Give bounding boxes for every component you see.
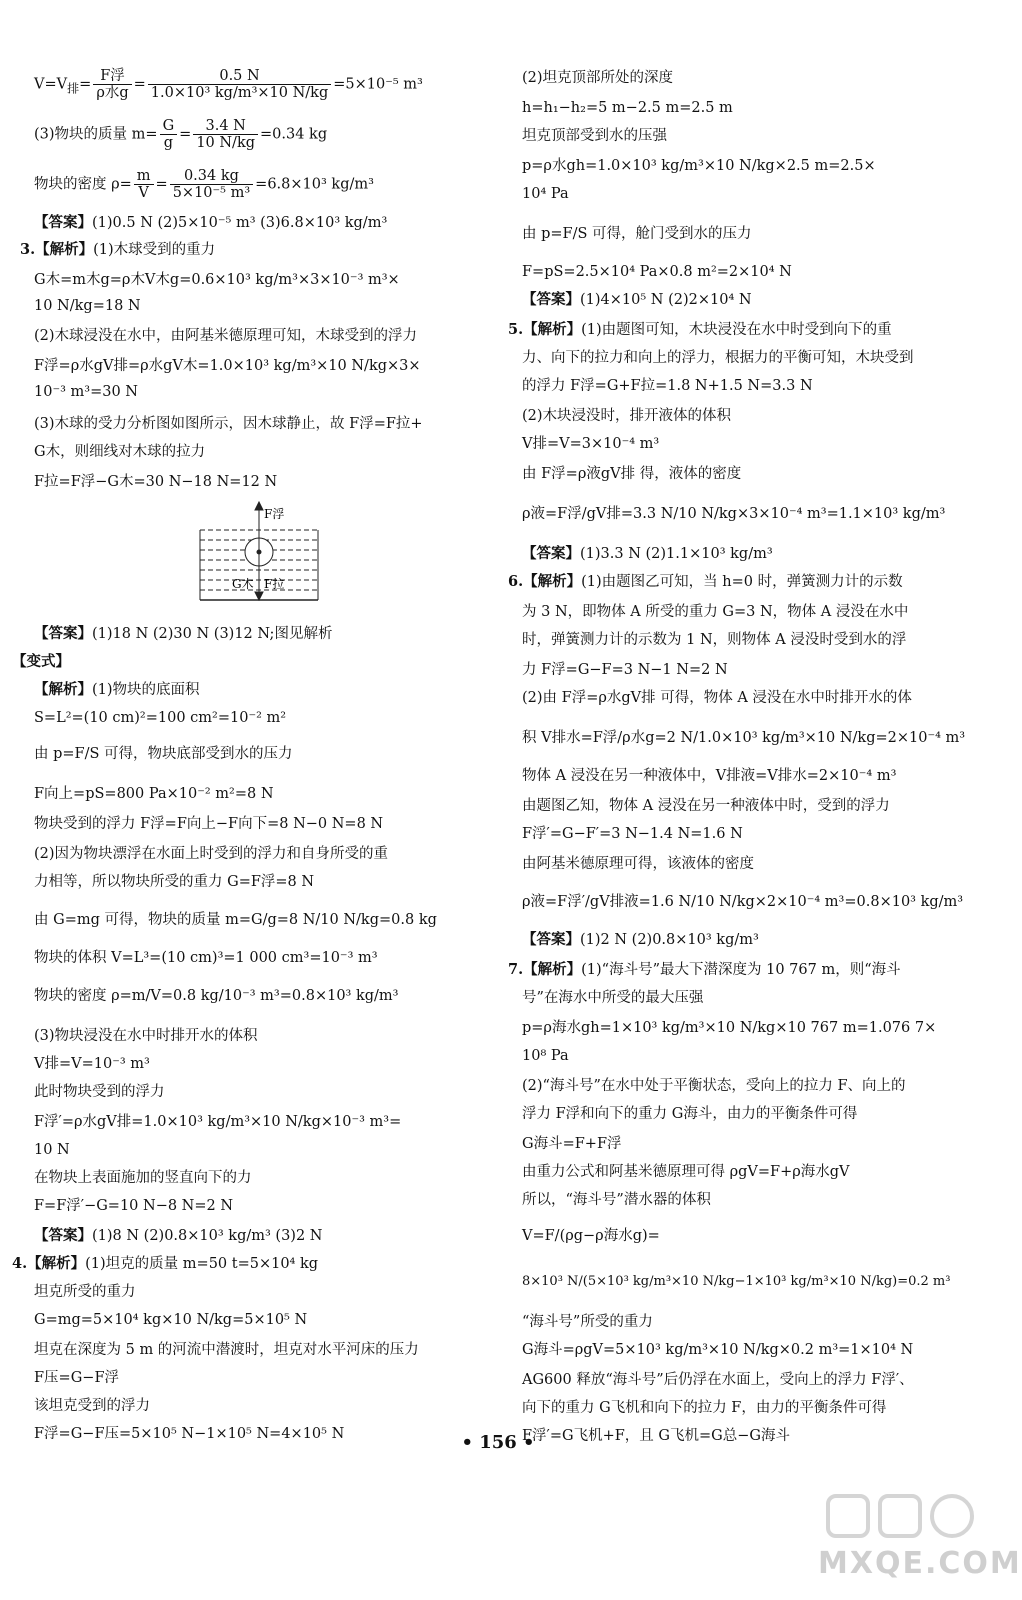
analysis-line: 物块受到的浮力 F浮=F向上−F向下=8 N−0 N=8 N <box>34 816 384 832</box>
analysis-tag: 【解析】 <box>27 1255 86 1272</box>
analysis-line: V排=V=3×10⁻⁴ m³ <box>522 436 660 452</box>
analysis-text: (1)木球受到的重力 <box>93 242 216 258</box>
analysis-line: 号”在海水中所受的最大压强 <box>522 990 704 1006</box>
analysis-line: 力、向下的拉力和向上的浮力，根据力的平衡可知，木块受到 <box>522 350 914 366</box>
watermark-logo-icon <box>818 1488 983 1548</box>
analysis-line: 坦克所受的重力 <box>34 1284 136 1300</box>
answer-line <box>34 213 387 233</box>
analysis-line: “海斗号”所受的重力 <box>522 1314 653 1330</box>
analysis-line: 由 p=F/S 可得，舱门受到水的压力 <box>522 226 752 242</box>
analysis-line: 由阿基米德原理可得，该液体的密度 <box>522 856 754 872</box>
formula-text: (3)物块的质量 m= <box>34 126 158 143</box>
question-4-header <box>12 1254 318 1274</box>
analysis-line: 在物块上表面施加的竖直向下的力 <box>34 1170 252 1186</box>
analysis-text: (1)物块的底面积 <box>92 682 200 698</box>
analysis-line: 物块的密度 ρ=m/V=0.8 kg/10⁻³ m³=0.8×10³ kg/m³ <box>34 988 399 1004</box>
analysis-line: 为 3 N，即物体 A 所受的重力 G=3 N，物体 A 浸没在水中 <box>522 604 909 620</box>
formula-text: =0.34 kg <box>260 126 328 143</box>
analysis-line: G海斗=F+F浮 <box>522 1136 622 1152</box>
question-number: 7. <box>508 961 524 978</box>
formula-line: $V=V_排=$ $\frac{\text{F浮}}{\text{ρ水g}}$ = $\frac{0.5 N}{\text{1.0×10³ kg/m³×10 N/kg}}$ =5×10⁻⁵ m³ <box>34 68 423 101</box>
analysis-line: F=F浮′−G=10 N−8 N=2 N <box>34 1198 234 1214</box>
analysis-line: 由 p=F/S 可得，物块底部受到水的压力 <box>34 746 293 762</box>
analysis-line: 此时物块受到的浮力 <box>34 1084 165 1100</box>
analysis-line: V排=V=10⁻³ m³ <box>34 1056 150 1072</box>
analysis-line: 由 G=mg 可得，物块的质量 m=G/g=8 N/10 N/kg=0.8 kg <box>34 912 437 928</box>
analysis-line: 该坦克受到的浮力 <box>34 1398 150 1414</box>
frac-denominator: 10 N/kg <box>196 135 256 151</box>
watermark <box>818 1488 1022 1588</box>
analysis-line: F=pS=2.5×10⁴ Pa×0.8 m²=2×10⁴ N <box>522 264 792 280</box>
page-number: • 156 • <box>461 1432 535 1453</box>
fraction <box>148 68 331 101</box>
analysis-text: (1)“海斗号”最大下潜深度为 10 767 m，则“海斗 <box>581 962 901 978</box>
analysis-line: F浮=ρ水gV排=ρ水gV木=1.0×10³ kg/m³×10 N/kg×3× <box>34 358 421 374</box>
question-number: 3. <box>20 241 36 258</box>
analysis-line: 向下的重力 G飞机和向下的拉力 F，由力的平衡条件可得 <box>522 1400 887 1416</box>
analysis-tag: 【解析】 <box>35 241 94 258</box>
analysis-line: (2)“海斗号”在水中处于平衡状态，受向上的拉力 F、向上的 <box>522 1078 906 1094</box>
fraction <box>93 68 131 101</box>
question-number: 5. <box>508 321 524 338</box>
analysis-line: 由题图乙知，物体 A 浸没在另一种液体中时，受到的浮力 <box>522 798 890 814</box>
analysis-line: 10 N/kg=18 N <box>34 298 141 314</box>
gravity-label: G木 <box>232 577 254 591</box>
watermark-text: MXQE.COM <box>818 1546 1022 1581</box>
force-diagram <box>194 500 324 610</box>
answer-text: (1)4×10⁵ N (2)2×10⁴ N <box>580 292 752 308</box>
answer-tag: 【答案】 <box>522 545 580 562</box>
variant-header <box>34 680 200 700</box>
analysis-line: F向上=pS=800 Pa×10⁻² m²=8 N <box>34 786 274 802</box>
analysis-line: G木=m木g=ρ木V木g=0.6×10³ kg/m³×3×10⁻³ m³× <box>34 272 400 288</box>
analysis-line: (3)木球的受力分析图如图所示，因木球静止，故 F浮=F拉+ <box>34 416 423 432</box>
question-5-header <box>508 320 892 340</box>
frac-numerator: G <box>160 118 178 135</box>
analysis-line: h=h₁−h₂=5 m−2.5 m=2.5 m <box>522 100 733 116</box>
analysis-line: 由 F浮=ρ液gV排 得，液体的密度 <box>522 466 742 482</box>
frac-numerator: m <box>134 168 154 185</box>
answer-tag: 【答案】 <box>34 1227 92 1244</box>
answer-text: (1)18 N (2)30 N (3)12 N;图见解析 <box>92 626 333 642</box>
fraction <box>134 168 154 201</box>
analysis-line: 浮力 F浮和向下的重力 G海斗，由力的平衡条件可得 <box>522 1106 858 1122</box>
formula-text: =6.8×10³ kg/m³ <box>255 176 374 193</box>
analysis-tag: 【解析】 <box>523 321 582 338</box>
answer-line <box>34 1226 322 1246</box>
answer-line <box>522 544 773 564</box>
analysis-line: (2)木球浸没在水中，由阿基米德原理可知，木球受到的浮力 <box>34 328 418 344</box>
answer-tag: 【答案】 <box>522 931 580 948</box>
analysis-line: 积 V排水=F浮/ρ水g=2 N/1.0×10³ kg/m³×10 N/kg=2×10⁻⁴ m³ <box>522 730 966 746</box>
analysis-line: 10⁻³ m³=30 N <box>34 384 138 400</box>
analysis-line: 10⁴ Pa <box>522 186 569 202</box>
answer-text: (1)3.3 N (2)1.1×10³ kg/m³ <box>580 546 773 562</box>
answer-line <box>34 624 332 644</box>
analysis-line: F浮=G−F压=5×10⁵ N−1×10⁵ N=4×10⁵ N <box>34 1426 345 1442</box>
analysis-line: 时，弹簧测力计的示数为 1 N，则物体 A 浸没时受到水的浮 <box>522 632 907 648</box>
question-number: 4. <box>12 1255 28 1272</box>
analysis-line: 8×10³ N/(5×10³ kg/m³×10 N/kg−1×10³ kg/m³×10 N/kg)=0.2 m³ <box>522 1274 951 1289</box>
fraction <box>193 118 258 151</box>
analysis-line: ρ液=F浮/gV排=3.3 N/10 N/kg×3×10⁻⁴ m³=1.1×10³ kg/m³ <box>522 506 946 522</box>
analysis-line: (2)由 F浮=ρ水gV排 可得，物体 A 浸没在水中时排开水的体 <box>522 690 912 706</box>
analysis-line: 的浮力 F浮=G+F拉=1.8 N+1.5 N=3.3 N <box>522 378 813 394</box>
analysis-line: F压=G−F浮 <box>34 1370 120 1386</box>
analysis-line: V=F/(ρg−ρ海水g)= <box>522 1228 660 1244</box>
analysis-line: (2)坦克顶部所处的深度 <box>522 70 674 86</box>
analysis-line: F浮′=G−F′=3 N−1.4 N=1.6 N <box>522 826 743 842</box>
formula-text: V=V <box>34 76 68 93</box>
analysis-text: (1)坦克的质量 m=50 t=5×10⁴ kg <box>85 1256 319 1272</box>
frac-denominator: 1.0×10³ kg/m³×10 N/kg <box>150 85 329 101</box>
frac-denominator: g <box>163 135 173 151</box>
answer-text: (1)0.5 N (2)5×10⁻⁵ m³ (3)6.8×10³ kg/m³ <box>92 215 388 231</box>
analysis-line: 由重力公式和阿基米德原理可得 ρgV=F+ρ海水gV <box>522 1164 850 1180</box>
answer-text: (1)8 N (2)0.8×10³ kg/m³ (3)2 N <box>92 1228 323 1244</box>
analysis-line: 所以，“海斗号”潜水器的体积 <box>522 1192 711 1208</box>
analysis-text: (1)由题图可知，木块浸没在水中时受到向下的重 <box>581 322 892 338</box>
analysis-tag: 【解析】 <box>34 681 92 698</box>
question-3-header <box>20 240 215 260</box>
analysis-line: (2)因为物块漂浮在水面上时受到的浮力和自身所受的重 <box>34 846 389 862</box>
formula-line: 物块的密度 ρ= $\frac{m}{V}$ = $\frac{0.34 kg}{\text{5×10⁻⁵ m³}}$ =6.8×10³ kg/m³ <box>34 168 374 201</box>
question-number: 6. <box>508 573 524 590</box>
analysis-line: (3)物块浸没在水中时排开水的体积 <box>34 1028 258 1044</box>
variant-title: 【变式】 <box>12 653 70 670</box>
fraction <box>170 168 253 201</box>
formula-text: =5×10⁻⁵ m³ <box>333 76 423 93</box>
analysis-line: F浮′=ρ水gV排=1.0×10³ kg/m³×10 N/kg×10⁻³ m³= <box>34 1114 402 1130</box>
analysis-line: 坦克在深度为 5 m 的河流中潜渡时，坦克对水平河床的压力 <box>34 1342 419 1358</box>
analysis-line: 10⁸ Pa <box>522 1048 569 1064</box>
fraction <box>160 118 178 151</box>
answer-tag: 【答案】 <box>34 625 92 642</box>
analysis-line: F拉=F浮−G木=30 N−18 N=12 N <box>34 474 278 490</box>
analysis-line: F浮′=G飞机+F，且 G飞机=G总−G海斗 <box>522 1428 790 1444</box>
analysis-line: 力相等，所以物块所受的重力 G=F浮=8 N <box>34 874 315 890</box>
analysis-line: G=mg=5×10⁴ kg×10 N/kg=5×10⁵ N <box>34 1312 308 1328</box>
analysis-line: G海斗=ρgV=5×10³ kg/m³×10 N/kg×0.2 m³=1×10⁴ N <box>522 1342 914 1358</box>
answer-tag: 【答案】 <box>34 214 92 231</box>
analysis-line: (2)木块浸没时，排开液体的体积 <box>522 408 732 424</box>
analysis-text: (1)由题图乙可知，当 h=0 时，弹簧测力计的示数 <box>581 574 903 590</box>
analysis-line: ρ液=F浮′/gV排液=1.6 N/10 N/kg×2×10⁻⁴ m³=0.8×10³ kg/m³ <box>522 894 964 910</box>
frac-numerator: 0.5 N <box>148 68 331 85</box>
answer-text: (1)2 N (2)0.8×10³ kg/m³ <box>580 932 759 948</box>
answer-tag: 【答案】 <box>522 291 580 308</box>
tension-label: F拉 <box>264 577 285 591</box>
formula-text: 物块的密度 ρ= <box>34 176 132 193</box>
analysis-line: 坦克顶部受到水的压强 <box>522 128 667 144</box>
analysis-line: 物块的体积 V=L³=(10 cm)³=1 000 cm³=10⁻³ m³ <box>34 950 378 966</box>
frac-denominator: V <box>138 185 149 201</box>
analysis-tag: 【解析】 <box>523 573 582 590</box>
analysis-tag: 【解析】 <box>523 961 582 978</box>
question-6-header <box>508 572 903 592</box>
analysis-line: 10 N <box>34 1142 70 1158</box>
frac-denominator: ρ水g <box>96 85 129 101</box>
analysis-line: 物体 A 浸没在另一种液体中，V排液=V排水=2×10⁻⁴ m³ <box>522 768 897 784</box>
frac-numerator: F浮 <box>93 68 131 85</box>
question-7-header <box>508 960 901 980</box>
formula-line: (3)物块的质量 m= $\frac{G}{g}$ = $\frac{3.4 N}{10 N/kg}$ =0.34 kg <box>34 118 328 151</box>
frac-numerator: 0.34 kg <box>170 168 253 185</box>
answer-line <box>522 290 752 310</box>
analysis-line: AG600 释放“海斗号”后仍浮在水面上，受向上的浮力 F浮′、 <box>522 1372 914 1388</box>
analysis-line: S=L²=(10 cm)²=100 cm²=10⁻² m² <box>34 710 287 726</box>
frac-numerator: 3.4 N <box>193 118 258 135</box>
analysis-line: G木，则细线对木球的拉力 <box>34 444 206 460</box>
analysis-line: 力 F浮=G−F=3 N−1 N=2 N <box>522 662 728 678</box>
frac-denominator: 5×10⁻⁵ m³ <box>172 185 251 201</box>
analysis-line: p=ρ海水gh=1×10³ kg/m³×10 N/kg×10 767 m=1.076 7× <box>522 1020 937 1036</box>
answer-line <box>522 930 759 950</box>
analysis-line: p=ρ水gh=1.0×10³ kg/m³×10 N/kg×2.5 m=2.5× <box>522 158 876 174</box>
buoyancy-label: F浮 <box>264 507 285 521</box>
